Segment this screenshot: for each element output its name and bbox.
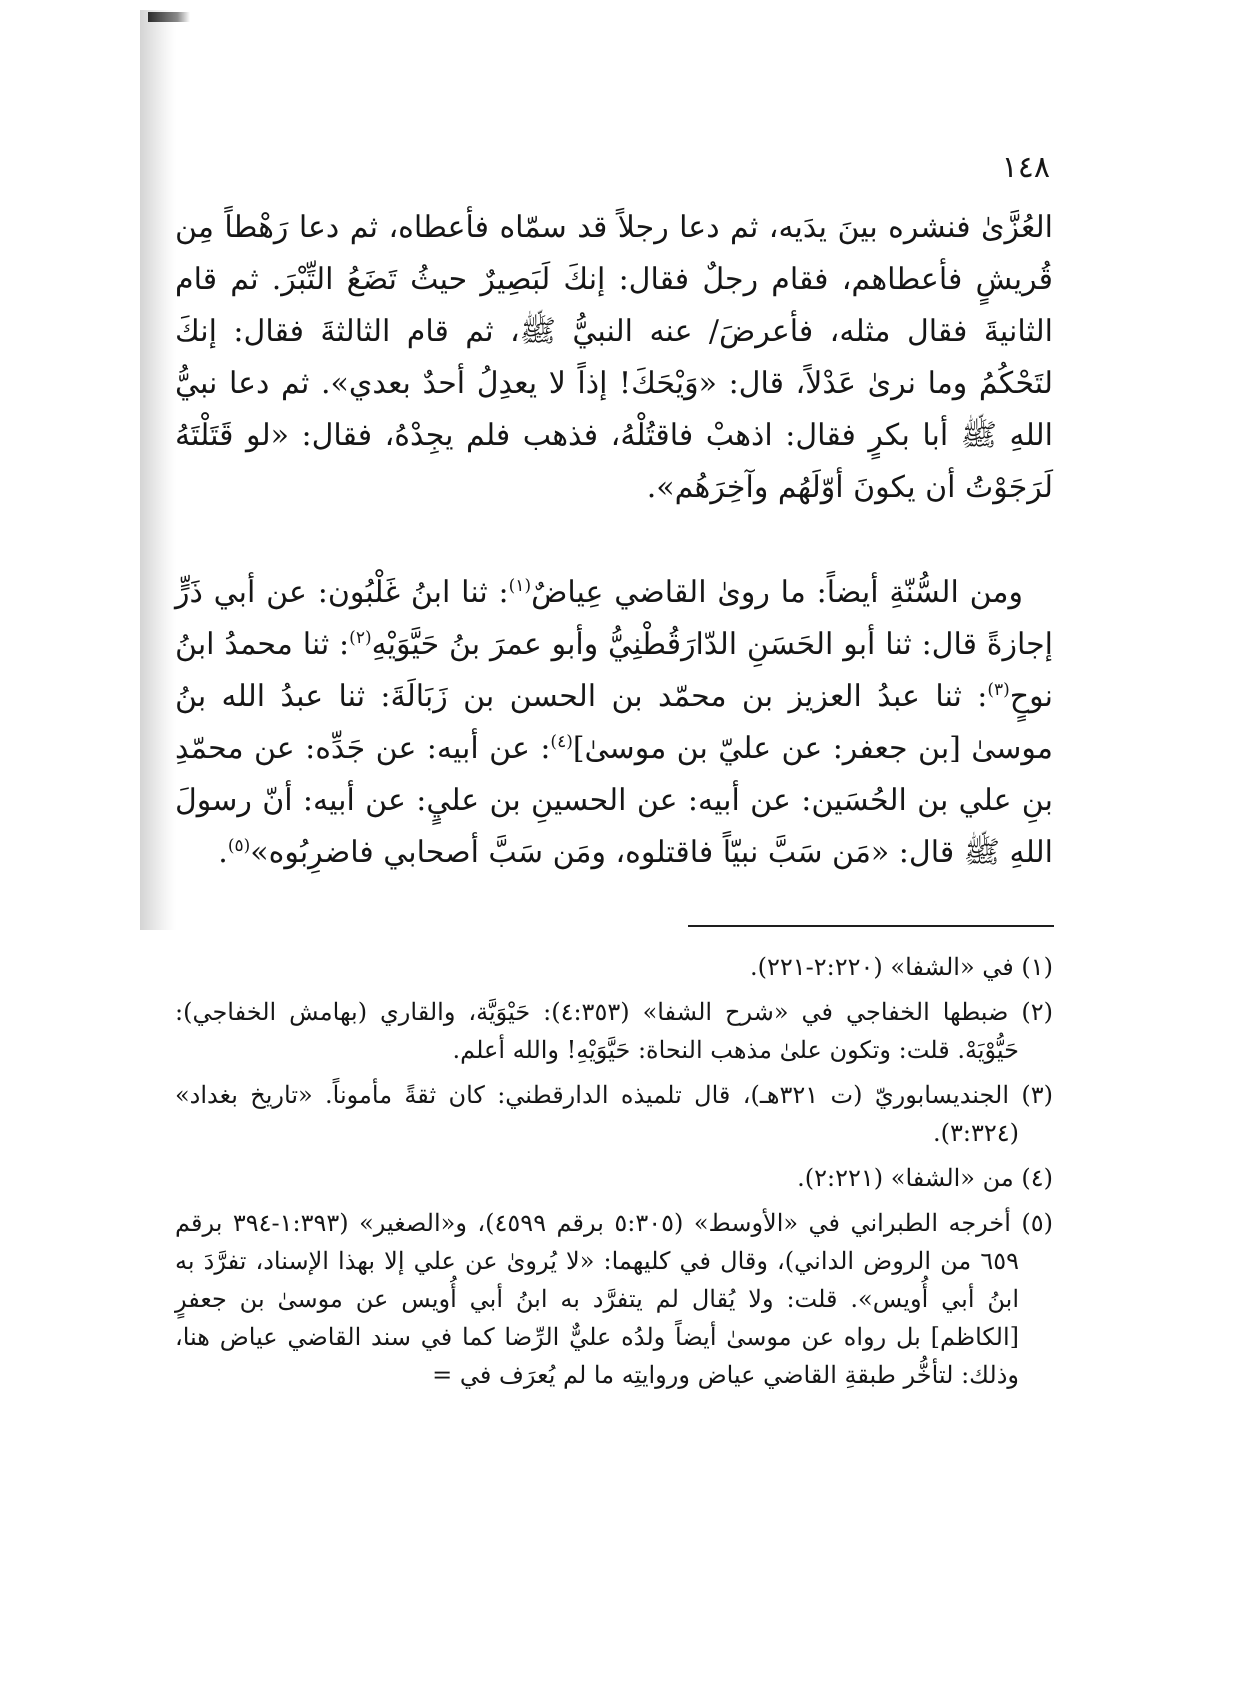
footnote-5: (٥) أخرجه الطبراني في «الأوسط» (٥:٣٠٥ برقم ٤٥٩٩)، و«الصغير» (١:٣٩٣-٣٩٤ برقم ٦٥٩ من الروض الداني)، وقال في كليهما: «لا يُروىٰ عن علي إلا بهذا الإسناد، تفرَّدَ به ابنُ أبي أُويس». قلت: ولا يُقال لم يتفرَّد به ابنُ أبي أُويس عن موسىٰ بن جعفرٍ [الكاظم] بل رواه عن موسىٰ أيضاً ولدُه عليٌّ الرِّضا كما في سند القاضي عياض هنا، وذلك: لتأخُّر طبقةِ القاضي عياض وروايتِه ما لم يُعرَف في = <box>175 1209 1054 1389</box>
footnote-separator <box>688 925 1054 927</box>
page-number: ١٤٨ <box>1001 150 1050 185</box>
footnote-reference-1[interactable]: (١) <box>508 576 532 596</box>
footnote-reference-4[interactable]: (٤) <box>550 732 573 752</box>
footnote-3: (٣) الجنديسابوريّ (ت ٣٢١هـ)، قال تلميذه الدارقطني: كان ثقةً مأموناً. «تاريخ بغداد» (٣:٣٢٤). <box>175 1081 1054 1147</box>
body-text: : ثنا محمدُ ابنُ نوحٍ <box>175 627 1053 714</box>
body-text: العُزَّىٰ فنشره بينَ يدَيه، ثم دعا رجلاً قد سمّاه فأعطاه، ثم دعا رَهْطاً مِن قُريشٍ فأعطاهم، فقام رجلٌ فقال: إنكَ لَبَصِيرٌ حيثُ تَضَعُ التِّبْرَ. ثم قام الثانيةَ فقال مثله، فأعرضَ/ عنه النبيُّ ﷺ، ثم قام الثالثةَ فقال: إنكَ لتَحْكُمُ وما نرىٰ عَدْلاً، قال: «وَيْحَكَ! إذاً لا يعدِلُ أحدٌ بعدي». ثم دعا نبيُّ اللهِ ﷺ أبا بكرٍ فقال: اذهبْ فاقتُلْهُ، فذهب فلم يجِدْهُ، فقال: «لو قَتَلْتَهُ لَرَجَوْتُ أن يكونَ أوّلَهُم وآخِرَهُم». <box>175 210 1053 505</box>
footnote-reference-2[interactable]: (٢) <box>349 628 372 648</box>
scan-edge-mark <box>148 12 190 22</box>
body-text: : ثنا عبدُ العزيز بن محمّد بن الحسن بن زَبَالَةَ: ثنا عبدُ الله بنُ موسىٰ [بن جعفر: عن عليّ بن موسىٰ] <box>175 679 1053 766</box>
footnote-4: (٤) من «الشفا» (٢:٢٢١). <box>797 1164 1053 1192</box>
footnotes-section <box>175 948 1053 1401</box>
footnote-reference-3[interactable]: (٣) <box>987 680 1010 700</box>
footnote-reference-5[interactable]: (٥) <box>227 836 251 856</box>
body-text: : عن أبيه: عن جَدِّه: عن محمّدِ بنِ علي بن الحُسَين: عن أبيه: عن الحسينِ بن عليٍ: عن أبيه: أنّ رسولَ اللهِ ﷺ قال: «مَن سَبَّ نبيّاً فاقتلوه، ومَن سَبَّ أصحابي فاضرِبُوه» <box>175 731 1053 870</box>
body-text: ومن السُّنّةِ أيضاً: ما روىٰ القاضي عِياضٌ <box>531 575 1023 610</box>
body-text: . <box>218 835 228 870</box>
body-paragraph-2 <box>175 567 1053 879</box>
footnote-1: (١) في «الشفا» (٢:٢٢٠-٢٢١). <box>749 953 1053 981</box>
footnote-2: (٢) ضبطها الخفاجي في «شرح الشفا» (٤:٣٥٣): حَيْوَيَّة، والقاري (بهامش الخفاجي): حَيُّوْيَهْ. قلت: وتكون علىٰ مذهب النحاة: حَيَّوَيْهِ! والله أعلم. <box>175 998 1054 1064</box>
body-paragraph-1 <box>175 202 1053 514</box>
scan-gutter-shadow <box>140 10 176 930</box>
body-text: : ثنا ابنُ غَلْبُون: عن أبي ذَرٍّ إجازةً قال: ثنا أبو الحَسَنِ الدّارَقُطْنِيُّ وأبو عمرَ بنُ حَيَّوَيْهِ <box>175 575 1053 662</box>
